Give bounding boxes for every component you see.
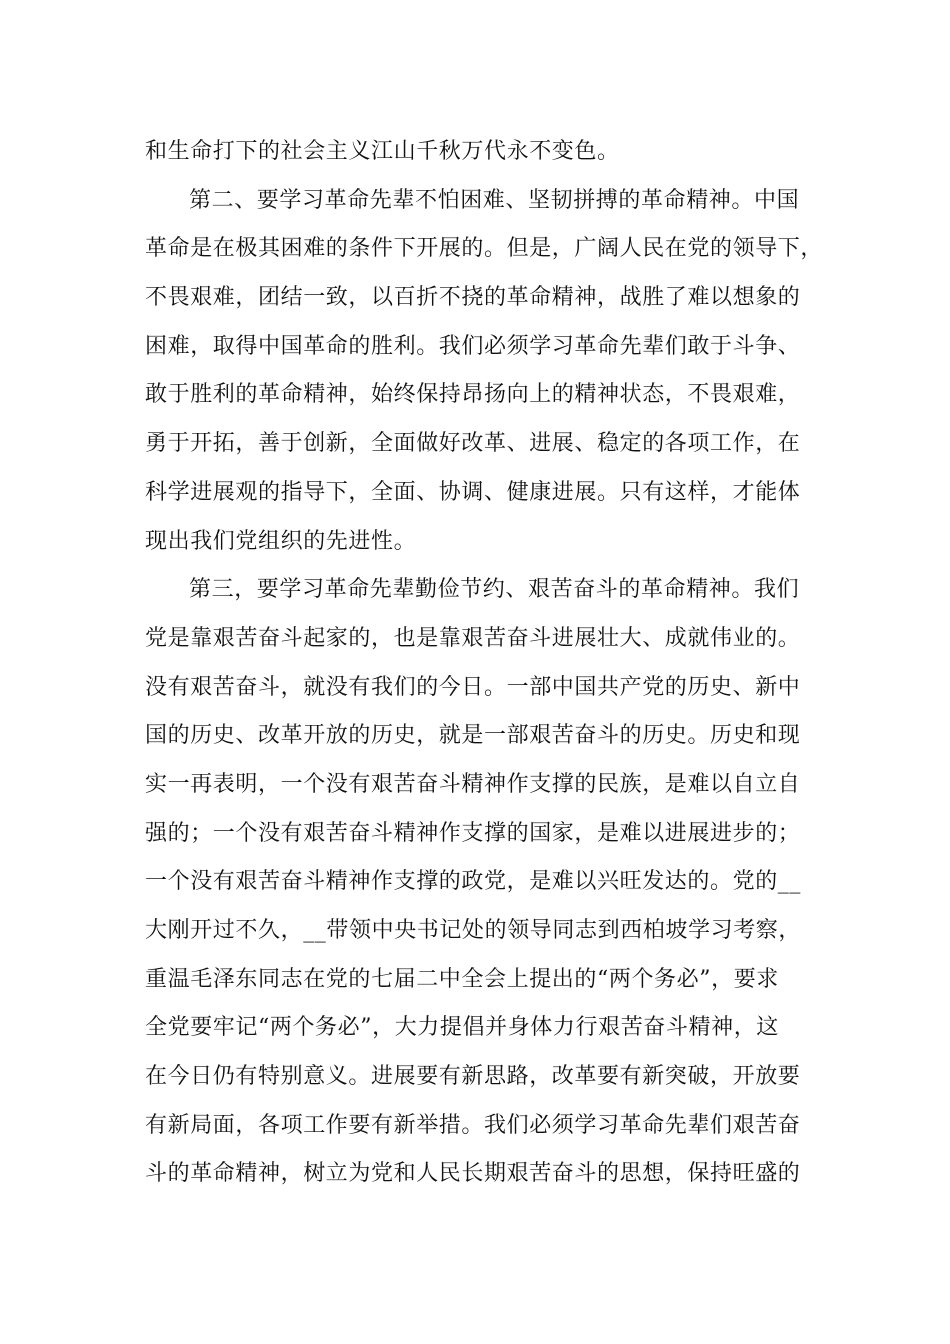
text-line: 强的；一个没有艰苦奋斗精神作支撑的国家，是难以进展进步的； — [145, 820, 801, 846]
text-line: 大刚开过不久，__带领中央书记处的领导同志到西柏坡学习考察， — [145, 918, 802, 943]
text-line: 全党要牢记“两个务必”，大力提倡并身体力行艰苦奋斗精神，这 — [145, 1015, 779, 1041]
text-line: 勇于开拓，善于创新，全面做好改革、进展、稳定的各项工作，在 — [145, 431, 801, 457]
text-line: 敢于胜利的革命精神，始终保持昂扬向上的精神状态，不畏艰难， — [145, 382, 801, 408]
text-line: 和生命打下的社会主义江山千秋万代永不变色。 — [145, 139, 620, 164]
text-line: 党是靠艰苦奋斗起家的，也是靠艰苦奋斗进展壮大、成就伟业的。 — [145, 625, 801, 651]
text-line: 困难，取得中国革命的胜利。我们必须学习革命先辈们敢于斗争、 — [145, 333, 801, 359]
text-line: 国的历史、改革开放的历史，就是一部艰苦奋斗的历史。历史和现 — [145, 723, 801, 749]
text-line: 重温毛泽东同志在党的七届二中全会上提出的“两个务必”，要求 — [145, 966, 779, 992]
body-text — [145, 128, 825, 1199]
text-line: 在今日仍有特别意义。进展要有新思路，改革要有新突破，开放要 — [145, 1064, 801, 1090]
text-line: 实一再表明，一个没有艰苦奋斗精神作支撑的民族，是难以自立自 — [145, 771, 801, 797]
text-line: 科学进展观的指导下，全面、协调、健康进展。只有这样，才能体 — [145, 479, 801, 505]
text-line: 革命是在极其困难的条件下开展的。但是，广阔人民在党的领导下， — [145, 236, 824, 262]
text-line-paragraph-start: 第三，要学习革命先辈勤俭节约、艰苦奋斗的革命精神。我们 — [189, 577, 800, 603]
text-line: 没有艰苦奋斗，就没有我们的今日。一部中国共产党的历史、新中 — [145, 674, 801, 700]
text-line: 不畏艰难，团结一致，以百折不挠的革命精神，战胜了难以想象的 — [145, 285, 801, 311]
text-line-paragraph-start: 第二、要学习革命先辈不怕困难、坚韧拼搏的革命精神。中国 — [189, 187, 800, 213]
text-line: 有新局面，各项工作要有新举措。我们必须学习革命先辈们艰苦奋 — [145, 1112, 801, 1138]
text-line: 斗的革命精神，树立为党和人民长期艰苦奋斗的思想，保持旺盛的 — [145, 1161, 801, 1187]
text-line: 现出我们党组织的先进性。 — [145, 528, 417, 554]
text-line: 一个没有艰苦奋斗精神作支撑的政党，是难以兴旺发达的。党的__ — [145, 869, 802, 895]
